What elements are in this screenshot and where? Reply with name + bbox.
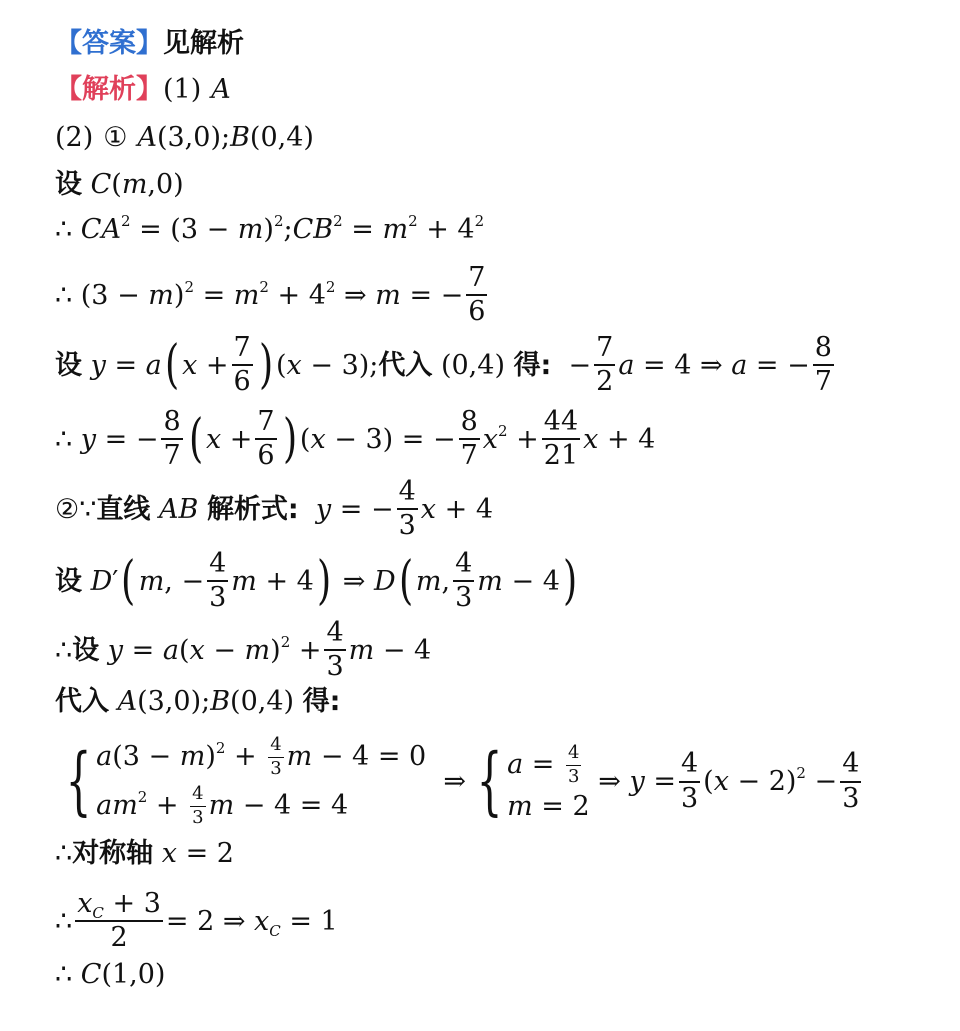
get-word: 得:: [513, 349, 552, 381]
m-fraction: $\frac{7}{6}$: [468, 262, 486, 328]
set-word: 设: [72, 634, 100, 666]
frac-4-3: $\frac{4}{3}$: [455, 548, 473, 614]
solve-m-expr: $(3 - m)^2 = m^2 + 4^2$ ⇒ m = −: [72, 277, 464, 311]
set-word: 设: [55, 349, 82, 381]
axis-line: ∴ 对称轴 x = 2: [55, 838, 234, 869]
analysis-tag: 【解析】: [55, 74, 163, 105]
set-word: 设: [55, 169, 82, 200]
frac-7-2: $\frac{7}{2}$: [596, 332, 614, 398]
because-symbol: ∵: [79, 493, 97, 525]
frac-4-3: $\frac{4}{3}$: [326, 617, 344, 683]
parabola-expand-line: ∴ y = − $\frac{8}{7}$ ( x + $\frac{7}{6}$ ) (x − 3) = − $\frac{8}{7}$ $x^2$ + $\frac{44}{21}$ x + 4: [55, 406, 656, 472]
a-fraction: $\frac{8}{7}$: [814, 332, 832, 398]
axis-word: 对称轴: [72, 838, 154, 869]
point-c: C(m,0): [90, 169, 184, 200]
substitute-word: 代入: [55, 686, 109, 717]
part2-line: [55, 124, 314, 151]
answer-text: 见解析: [163, 28, 244, 59]
part1-label: (1): [163, 74, 202, 105]
distance-expr: $CA^2 = (3$ − $m)^2;CB^2 = m^2 + 4^2$: [80, 212, 485, 245]
answer-tag: 【答案】: [55, 28, 163, 59]
frac-8-7: $\frac{8}{7}$: [460, 406, 478, 472]
distance-line: [55, 212, 485, 245]
substitute-line: 代入 A(3,0);B(0,4) 得:: [55, 686, 341, 717]
substitute-word: 代入: [378, 349, 433, 381]
result-line: ∴ C(1,0): [55, 959, 166, 990]
part1-answer: A: [211, 74, 231, 105]
frac-8-7: $\frac{8}{7}$: [163, 406, 181, 472]
therefore-symbol: ∴: [55, 959, 73, 990]
therefore-symbol: ∴: [55, 634, 73, 666]
therefore-symbol: ∴: [55, 279, 73, 311]
xc-line: ∴ $\frac{x_C + 3}{2}$ = 2 ⇒ $x_C = 1$: [55, 888, 338, 954]
frac-4-3: $\frac{4}{3}$: [842, 748, 860, 814]
part2-label: (2): [55, 122, 94, 153]
answer-line: [55, 30, 244, 57]
vertex-form-line: ∴ 设 $y = a(x - m)^2$ + $\frac{4}{3}$ m − 4: [55, 617, 432, 683]
system-right: { a = $\frac{4}{3}$ m = 2: [476, 738, 590, 825]
frac-4-3: $\frac{4}{3}$: [209, 548, 227, 614]
frac-4-3: $\frac{4}{3}$: [398, 476, 416, 542]
analytic-word: 解析式:: [206, 493, 299, 525]
set-d-line: 设 D′ ( m, − $\frac{4}{3}$ m + 4 ) ⇒ D ( m, $\frac{4}{3}$ m − 4 ): [55, 548, 578, 614]
line-ab-line: ② ∵ 直线 AB 解析式: y = − $\frac{4}{3}$ x + 4: [55, 476, 493, 542]
set-c-line: [55, 171, 184, 198]
frac-44-21: $\frac{44}{21}$: [543, 406, 579, 472]
line-word: 直线: [96, 493, 151, 525]
frac-7-6: $\frac{7}{6}$: [233, 332, 251, 398]
set-y-line: 设 y = a ( x + $\frac{7}{6}$ ) (x − 3); 代入 (0,4) 得: − $\frac{7}{2}$ a = 4 ⇒ a = − $\frac{8}{7}$: [55, 332, 832, 398]
analysis-line: [55, 76, 231, 103]
therefore-symbol: ∴: [55, 423, 73, 455]
points-ab: A(3,0);B(0,4): [137, 122, 314, 153]
set-word: 设: [55, 565, 82, 597]
system-line: { $a(3 - m)^2$ + $\frac{4}{3}$ m − 4 = 0 $am^2$ + $\frac{4}{3}$ m − 4 = 4 ⇒ { a = $\frac{4}{3}$ m = 2 ⇒ y = $\frac{4}{3}$ $(x - 2)^2$ − $\frac{4}{3}$: [55, 736, 864, 828]
get-word: 得:: [302, 686, 341, 717]
sub1-marker: ①: [103, 122, 128, 153]
system-left: { $a(3 - m)^2$ + $\frac{4}{3}$ m − 4 = 0 $am^2$ + $\frac{4}{3}$ m − 4 = 4: [65, 734, 427, 828]
sub2-marker: ②: [55, 493, 80, 525]
frac-xc: $\frac{x_C + 3}{2}$: [77, 888, 161, 954]
therefore-symbol: ∴: [55, 214, 73, 245]
frac-4-3: $\frac{4}{3}$: [680, 748, 699, 814]
therefore-symbol: ∴: [55, 838, 73, 869]
solve-m-line: [55, 264, 490, 327]
frac-7-6: $\frac{7}{6}$: [257, 406, 275, 472]
therefore-symbol: ∴: [55, 905, 73, 937]
